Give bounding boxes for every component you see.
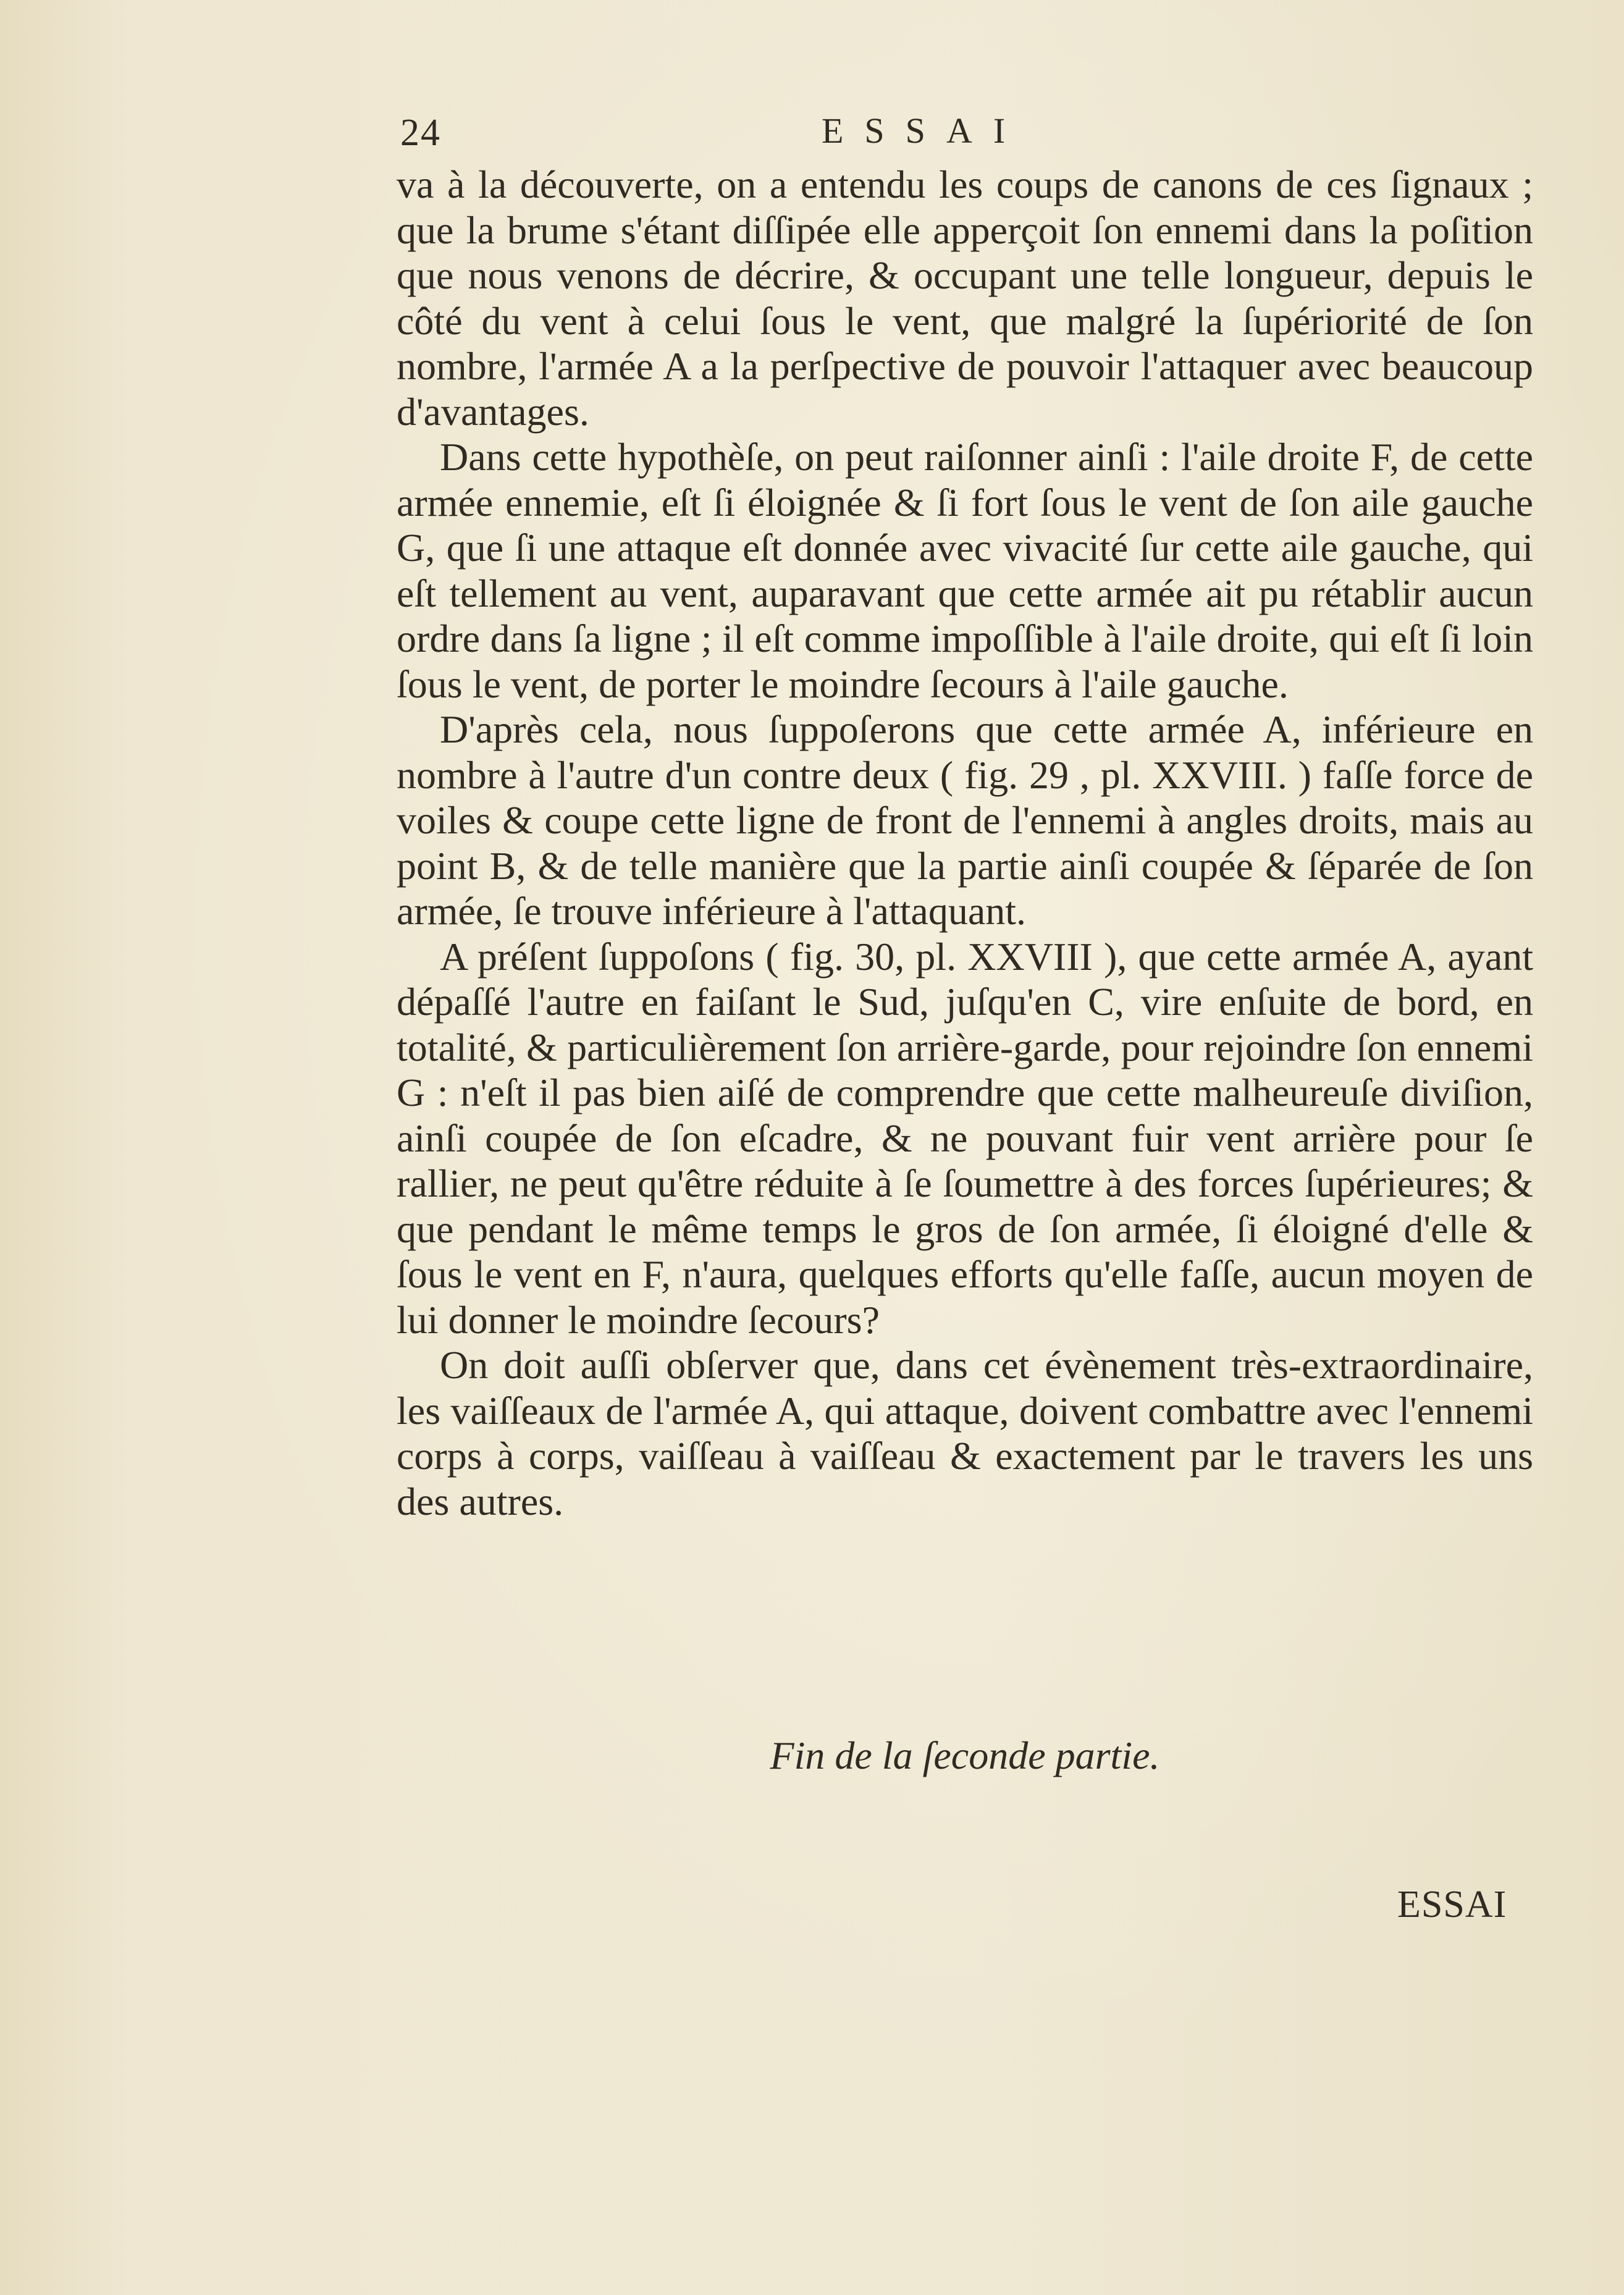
running-title: ESSAI — [822, 111, 1027, 151]
paragraph-4: A préſent ſuppoſons ( fig. 30, pl. XXVIII ), que cette armée A, ayant dépaſſé l'autre en faiſant le Sud, juſqu'en C, vire enſuite de bord, en totalité, & particulièrement ſon arrière-garde, pour rejoindre ſon ennemi G : n'eſt il pas bien aiſé de comprendre que cette malheureuſe diviſion, ainſi coupée de ſon eſcadre, & ne pouvant fuir vent arrière pour ſe rallier, ne peut qu'être réduite à ſe ſoumettre à des forces ſupérieures; & que pendant le même temps le gros de ſon armée, ſi éloigné d'elle & ſous le vent en F, n'aura, quelques efforts qu'elle faſſe, aucun moyen de lui donner le moindre ſecours? — [397, 934, 1533, 1342]
paragraph-3: D'après cela, nous ſuppoſerons que cette armée A, inférieure en nombre à l'autre d'un contre deux ( fig. 29 , pl. XXVIII. ) faſſe force de voiles & coupe cette ligne de front de l'ennemi à angles droits, mais au point B, & de telle manière que la partie ainſi coupée & ſéparée de ſon armée, ſe trouve inférieure à l'attaquant. — [397, 707, 1533, 933]
body-text — [397, 162, 1533, 1524]
paragraph-5: On doit auſſi obſerver que, dans cet évènement très-extraordinaire, les vaiſſeaux de l'armée A, qui attaque, doivent combattre avec l'ennemi corps à corps, vaiſſeau à vaiſſeau & exactement par le travers les uns des autres. — [397, 1343, 1533, 1523]
section-closing: Fin de la ſeconde partie. — [770, 1733, 1160, 1777]
page-number: 24 — [400, 112, 441, 154]
paragraph-1: va à la découverte, on a entendu les coups de canons de ces ſignaux ; que la brume s'étant diſſipée elle apperçoit ſon ennemi dans la poſition que nous venons de décrire, & occupant une telle longueur, depuis le côté du vent à celui ſous le vent, que malgré la ſupériorité de ſon nombre, l'armée A a la perſpective de pouvoir l'attaquer avec beaucoup d'avantages. — [397, 162, 1533, 434]
catchword: ESSAI — [1397, 1884, 1507, 1926]
paragraph-2: Dans cette hypothèſe, on peut raiſonner ainſi : l'aile droite F, de cette armée ennemie, eſt ſi éloignée & ſi fort ſous le vent de ſon aile gauche G, que ſi une attaque eſt donnée avec vivacité ſur cette aile gauche, qui eſt tellement au vent, auparavant que cette armée ait pu rétablir aucun ordre dans ſa ligne ; il eſt comme impoſſible à l'aile droite, qui eſt ſi loin ſous le vent, de porter le moindre ſecours à l'aile gauche. — [397, 435, 1533, 706]
